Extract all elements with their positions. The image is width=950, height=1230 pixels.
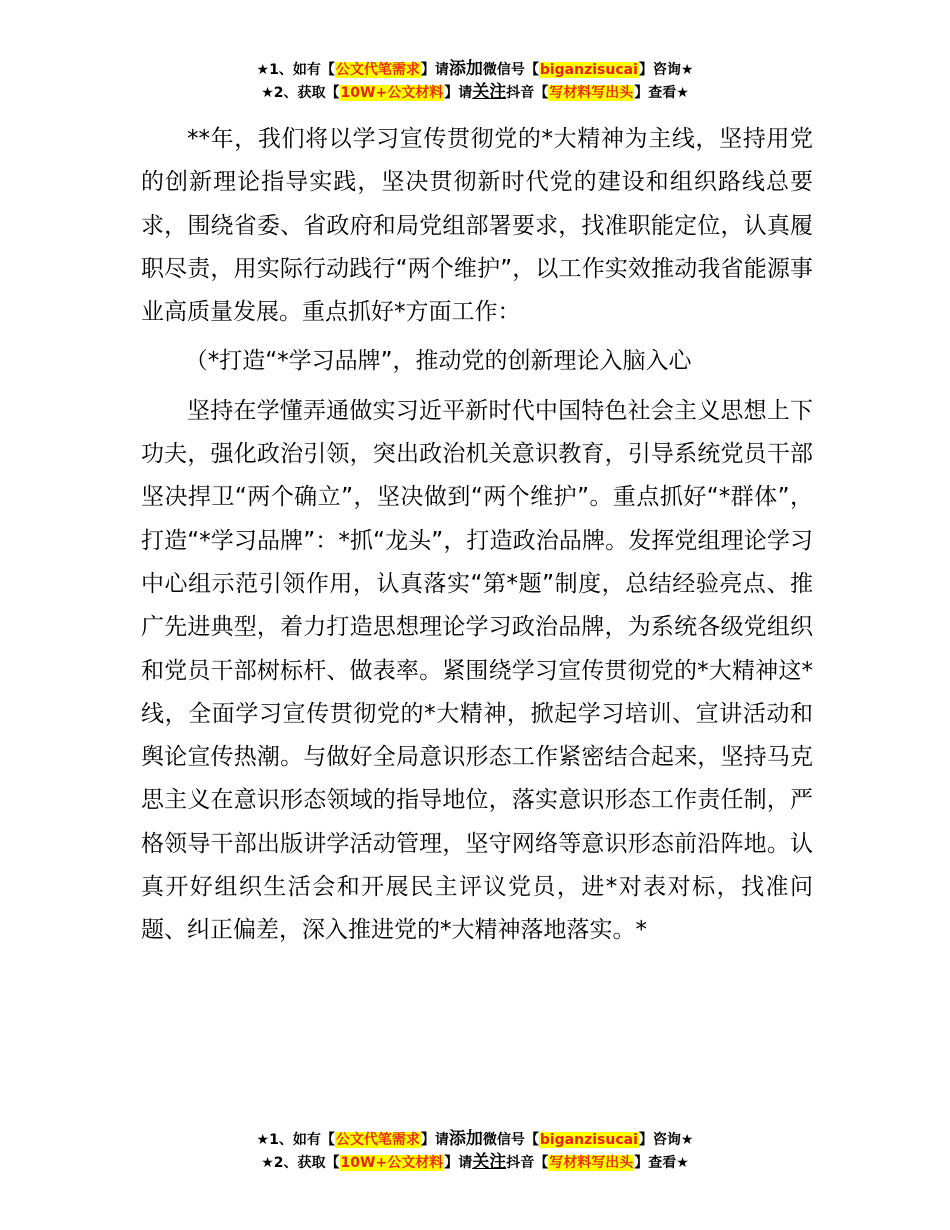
star-icon: ★ (261, 1155, 274, 1171)
banner-text: 】查看 (634, 85, 677, 101)
emphasis-text: 添加 (448, 59, 483, 79)
douyin-account-highlight: 写材料写出头 (549, 1155, 634, 1171)
banner-text: 】查看 (634, 1155, 677, 1171)
banner-text: 】请 (420, 62, 449, 78)
banner-text: 2、获取【 (273, 1155, 340, 1171)
banner-text: 2、获取【 (273, 85, 340, 101)
intro-paragraph: **年，我们将以学习宣传贯彻党的*大精神为主线，坚持用党的创新理论指导实践，坚决贯彻新时代党的建设和组织路线总要求，围绕省委、省政府和局党组部署要求，找准职能定位，认真履职尽责，用实际行动践行“两个维护”，以工作实效推动我省能源事业高质量发展。重点抓好*方面工作： (141, 126, 813, 326)
emphasis-text: 关注 (472, 1152, 507, 1172)
star-icon: ★ (256, 62, 270, 78)
banner-text: 微信号【 (482, 62, 539, 78)
star-icon: ★ (261, 85, 274, 101)
service-highlight: 公文代笔需求 (335, 1132, 420, 1148)
service-highlight: 公文代笔需求 (335, 62, 420, 78)
star-icon: ★ (676, 1155, 689, 1171)
materials-highlight: 10W+公文材料 (340, 1155, 444, 1171)
header-banner (0, 58, 950, 104)
star-icon: ★ (680, 62, 694, 78)
banner-text: 】咨询 (638, 62, 681, 78)
emphasis-text: 关注 (472, 82, 507, 102)
materials-highlight: 10W+公文材料 (340, 85, 444, 101)
banner-line-2 (0, 1151, 950, 1174)
document-body (141, 118, 813, 953)
body-paragraph: 坚持在学懂弄通做实习近平新时代中国特色社会主义思想上下功夫，强化政治引领，突出政治机关意识教育，引导系统党员干部坚决捍卫“两个确立”，坚决做到“两个维护”。重点抓好“*群体”，打造“*学习品牌”：*抓“龙头”，打造政治品牌。发挥党组理论学习中心组示范引领作用，认真落实“第*题”制度，总结经验亮点、推广先进典型，着力打造思想理论学习政治品牌，为系统各级党组织和党员干部树标杆、做表率。紧围绕学习宣传贯彻党的*大精神这*线，全面学习宣传贯彻党的*大精神，掀起学习培训、宣讲活动和舆论宣传热潮。与做好全局意识形态工作紧密结合起来，坚持马克思主义在意识形态领域的指导地位，落实意识形态工作责任制，严格领导干部出版讲学活动管理，坚守网络等意识形态前沿阵地。认真开好组织生活会和开展民主评议党员，进*对表对标，找准问题、纠正偏差，深入推进党的*大精神落地落实。* (141, 397, 813, 944)
douyin-account-highlight: 写材料写出头 (549, 85, 634, 101)
star-icon: ★ (680, 1132, 694, 1148)
banner-text: 1、如有【 (269, 1132, 335, 1148)
banner-line-2 (0, 81, 950, 104)
footer-banner (0, 1128, 950, 1174)
banner-line-1 (0, 58, 950, 81)
star-icon: ★ (676, 85, 689, 101)
banner-text: 1、如有【 (269, 62, 335, 78)
banner-text: 】请 (444, 1155, 473, 1171)
banner-text: 】请 (420, 1132, 449, 1148)
banner-text: 抖音【 (506, 1155, 549, 1171)
section-heading: （*打造“*学习品牌”，推动党的创新理论入脑入心 (184, 348, 692, 375)
banner-text: 】咨询 (638, 1132, 681, 1148)
wechat-id-highlight: biganzisucai (539, 62, 638, 78)
star-icon: ★ (256, 1132, 270, 1148)
wechat-id-highlight: biganzisucai (539, 1132, 638, 1148)
emphasis-text: 添加 (448, 1129, 483, 1149)
banner-line-1 (0, 1128, 950, 1151)
banner-text: 抖音【 (506, 85, 549, 101)
banner-text: 】请 (444, 85, 473, 101)
banner-text: 微信号【 (482, 1132, 539, 1148)
